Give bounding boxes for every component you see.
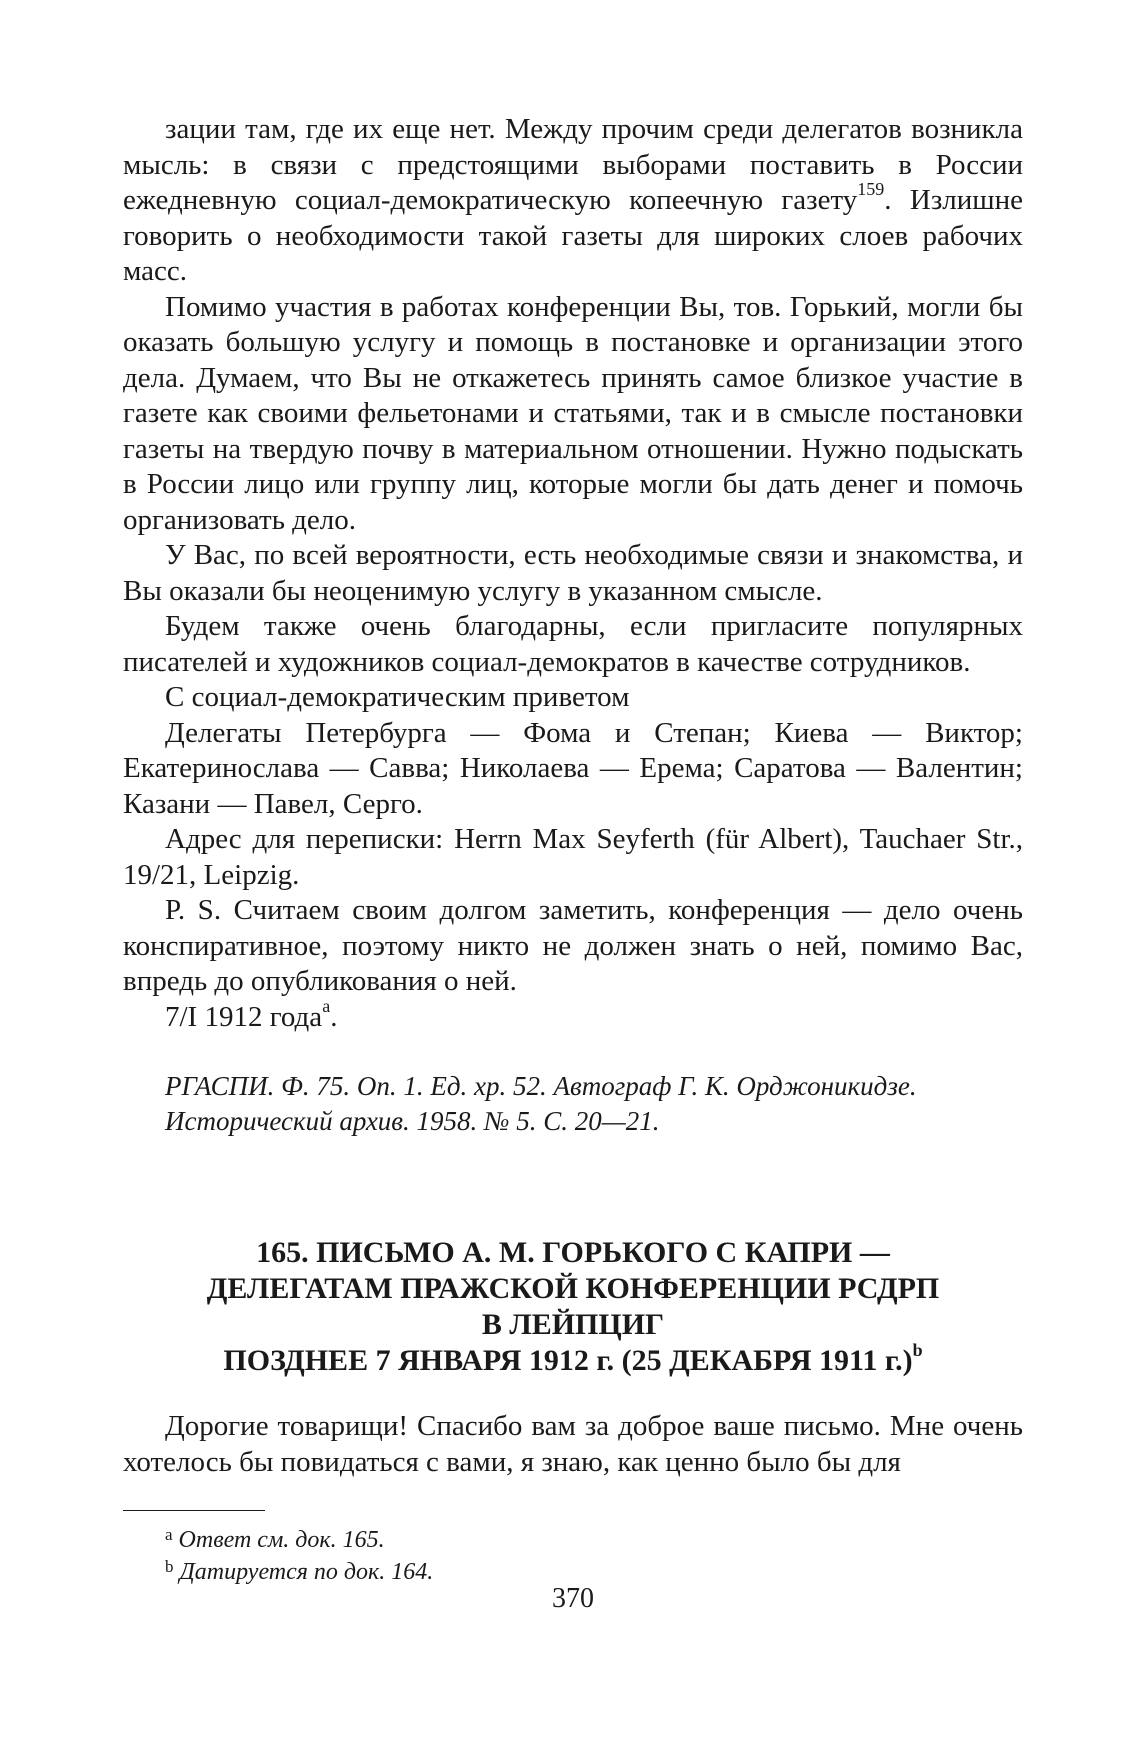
body-paragraph-4 [123,609,1023,680]
footnote-mark: a [165,1525,173,1544]
date-period: . [330,1000,338,1033]
body-paragraph-7 [123,822,1023,893]
body-paragraph-5 [123,680,1023,716]
heading-line-1: 165. ПИСЬМО А. М. ГОРЬКОГО С КАПРИ — [256,1236,890,1269]
body-paragraph-9 [123,995,1023,1036]
paragraph-text: Будем также очень благодарны, если пригласите популярных писателей и художников социал-демократов в качестве сотрудников. [123,610,1023,678]
archival-source [123,1069,1023,1139]
footnote-separator [123,1510,265,1511]
source-line-2: Исторический архив. 1958. № 5. С. 20—21. [165,1106,660,1136]
body-paragraph-6 [123,716,1023,823]
greeting-line: С социал-демократическим приветом [165,681,630,713]
paragraph-text: зации там, где их еще нет. Между прочим среди делегатов возникла мысль: в связи с предстоящими выборами поставить в России ежедневную социал-демократическую копеечную газету [123,113,1023,216]
postscript: P. S. Считаем своим долгом заметить, конференция — дело очень конспиративное, поэтому никто не должен знать о ней, помимо Вас, впредь до опубликования о ней. [123,894,1023,997]
heading-line-4 [123,1340,1023,1379]
body-paragraph-2 [123,290,1023,539]
paragraph-text: Помимо участия в работах конференции Вы, тов. Горький, могли бы оказать большую услугу и помощь в постановке и организации этого дела. Думаем, что Вы не откажетесь принять самое близкое участие в газете как своими фельетонами и статьями, так и в смысле постановки газеты на твердую почву в материальном отношении. Нужно подыскать в России лицо или группу лиц, которые могли бы дать денег и помочь организовать дело. [123,290,1023,536]
letter-text: Дорогие товарищи! Спасибо вам за доброе ваше письмо. Мне очень хотелось бы повидаться с вами, я знаю, как ценно было бы для [123,1410,1023,1478]
page-number: 370 [552,1583,594,1614]
heading-date: ПОЗДНЕЕ 7 ЯНВАРЯ 1912 г. (25 ДЕКАБРЯ 1911 г.) [223,1344,913,1377]
body-paragraph-8 [123,893,1023,1000]
source-line-1: РГАСПИ. Ф. 75. Оп. 1. Ед. хр. 52. Автограф Г. К. Орджоникидзе. [165,1071,917,1101]
letter-date: 7/I 1912 года [165,1000,323,1033]
footnote-text: Датируется по док. 164. [179,1559,434,1585]
footnote-ref-a: a [322,995,331,1016]
endnote-ref-159: 159 [857,179,885,200]
footnote-mark: b [165,1557,174,1576]
footnote-ref-b: b [912,1340,923,1360]
heading-line-3: В ЛЕЙПЦИГ [481,1308,665,1341]
footnotes [123,1525,1023,1589]
heading-line-2: ДЕЛЕГАТАМ ПРАЖСКОЙ КОНФЕРЕНЦИИ РСДРП [206,1272,940,1305]
page-content [123,112,1023,1589]
footnote-a [165,1525,1023,1557]
document-heading [123,1235,1023,1379]
body-paragraph-3 [123,538,1023,609]
letter-opening [123,1409,1023,1480]
correspondence-address: Адрес для переписки: Herrn Max Seyferth (für Albert), Tauchaer Str., 19/21, Leipzig. [123,823,1023,891]
delegates-list: Делегаты Петербурга — Фома и Степан; Киева — Виктор; Екатеринослава — Савва; Николаева — Ерема; Саратова — Валентин; Казани — Павел, Серго. [123,716,1023,820]
body-paragraph-1 [123,112,1023,290]
footnote-text: Ответ см. док. 165. [178,1527,385,1553]
paragraph-text: . Излишне говорить о необходимости такой газеты для широких слоев рабочих масс. [123,184,1023,287]
paragraph-text: У Вас, по всей вероятности, есть необходимые связи и знакомства, и Вы оказали бы неоценимую услугу в указанном смысле. [123,539,1023,607]
